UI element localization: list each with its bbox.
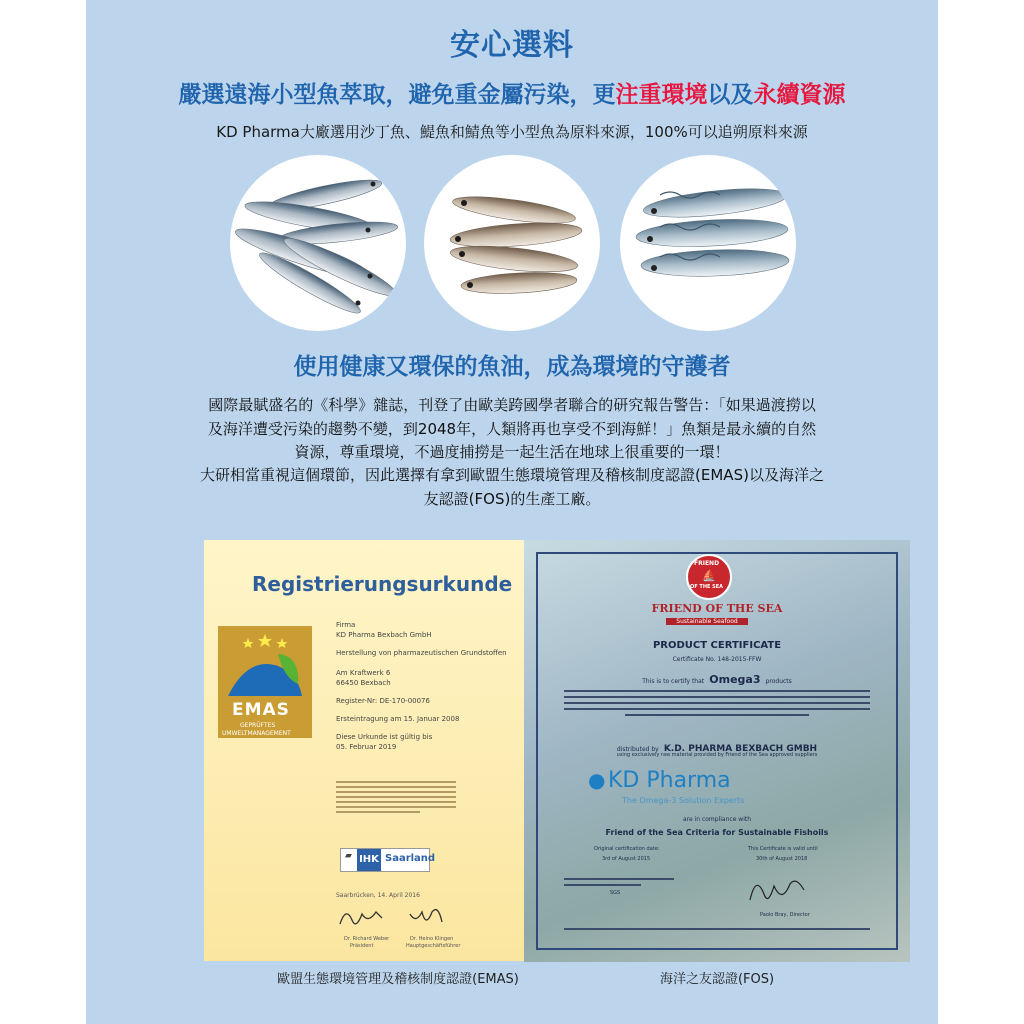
fos-distributor: K.D. PHARMA BEXBACH GMBH (663, 744, 818, 754)
emas-activity: Herstellung von pharmazeutischen Grundstoffen (336, 649, 507, 657)
section-title: 使用健康又環保的魚油，成為環境的守護者 (293, 354, 731, 380)
fos-auditor: SGS (610, 890, 621, 896)
fos-caption: 海洋之友認證(FOS) (659, 972, 775, 987)
paragraph-line: 國際最賦盛名的《科學》雜誌，刊登了由歐美跨國學者聯合的研究報告警告：「如果過渡撈以 (208, 396, 816, 414)
emas-caption: 歐盟生態環境管理及稽核制度認證(EMAS) (277, 972, 519, 987)
content-panel (86, 0, 938, 1024)
emas-address2: 66450 Bexbach (336, 679, 391, 687)
paragraph-line: 友認證(FOS)的生產工廠。 (423, 489, 601, 508)
emas-signer2-role: Hauptgeschäftsführer (406, 943, 461, 949)
emas-signer2-name: Dr. Heino Klingen (410, 936, 454, 942)
kd-pharma-drops-icon: ● (588, 768, 606, 792)
fos-certify: This is to certify that (642, 678, 705, 685)
fos-supply-note: using exclusively raw material provided by Friend of the Sea approved suppliers (616, 752, 818, 758)
fos-cert-no: Certificate No. 148-2015-FFW (672, 656, 762, 663)
emas-body-text (336, 778, 456, 816)
paragraph-line: 大研相當重視這個環節，因此選擇有拿到歐盟生態環境管理及稽核制度認證(EMAS)以及海洋之 (200, 466, 824, 484)
source-line: KD Pharma大廠選用沙丁魚、鯷魚和鯖魚等小型魚為原料來源，100%可以追朔原料來源 (216, 123, 808, 141)
subtitle-part2: 以及 (707, 82, 754, 108)
fos-distributed-label: distributed by (616, 746, 659, 753)
emas-signer1-role: Präsident (350, 943, 374, 949)
fos-audit-text (564, 874, 674, 890)
fos-seal-bottom: OF THE SEA (690, 584, 724, 590)
emas-signer1-name: Dr. Richard Weber (344, 936, 390, 942)
emas-first-entry: Ersteintragung am 15. Januar 2008 (336, 715, 460, 723)
fos-brand: KD Pharma (608, 768, 731, 793)
emas-register: Register-Nr: DE-170-00076 (336, 697, 430, 705)
fos-compliance: are in compliance with (682, 816, 752, 823)
emas-logo-sub1: GEPRÜFTES (240, 722, 276, 729)
emas-firma-label: Firma (336, 621, 356, 629)
fos-footer-line (564, 928, 870, 930)
anchovy-photo (424, 155, 600, 331)
emas-signatures (334, 902, 474, 936)
fos-orig-date-label: Original certification date: (594, 846, 660, 852)
emas-heading: Registrierungsurkunde (252, 572, 513, 596)
fos-criteria: Friend of the Sea Criteria for Sustainable Fishoils (605, 828, 829, 837)
page-title: 安心選料 (450, 28, 574, 63)
paragraph-line: 資源，尊重環境，不過度捕撈是一起生活在地球上很重要的一環！ (294, 443, 730, 461)
fos-brand-tag: The Omega-3 Solution Experts (622, 796, 745, 805)
fos-species-text (564, 686, 870, 720)
subtitle-highlight-sustainable: 永續資源 (753, 82, 846, 108)
paragraph-science (146, 394, 878, 465)
ihk-region: Saarland (385, 853, 436, 864)
fos-org: FRIEND OF THE SEA (651, 602, 783, 615)
emas-logo (218, 626, 312, 738)
fos-seal-icon (686, 554, 732, 600)
fos-seal-boat-icon: ⛵ (702, 569, 716, 582)
emas-valid-line2: 05. Februar 2019 (336, 743, 397, 751)
fos-orig-date: 3rd of August 2015 (602, 856, 651, 862)
emas-valid-line1: Diese Urkunde ist gültig bis (336, 733, 433, 741)
fos-valid-date: 30th of August 2018 (756, 856, 808, 862)
fos-seal-top: FRIEND (694, 560, 720, 567)
emas-place-date: Saarbrücken, 14. April 2016 (336, 892, 420, 899)
emas-logo-sub2: UMWELTMANAGEMENT (222, 730, 291, 737)
emas-firma: KD Pharma Bexbach GmbH (336, 631, 432, 639)
ihk-logo (340, 848, 436, 872)
emas-logo-text: EMAS (232, 700, 290, 720)
fos-product: Omega3 (709, 673, 761, 686)
fos-certificate (524, 540, 910, 962)
fos-valid-label: This Certificate is valid until (748, 846, 818, 852)
mackerel-photo (620, 155, 796, 331)
emas-address1: Am Kraftwerk 6 (336, 669, 391, 677)
paragraph-line: 及海洋遭受污染的趨勢不變，到2048年，人類將再也享受不到海鮮！」魚類是最永續的自然 (207, 419, 817, 438)
fos-title: PRODUCT CERTIFICATE (652, 640, 782, 651)
ihk-mark-icon: ▰ (345, 851, 352, 861)
subtitle (86, 76, 938, 109)
fos-org-sub: Sustainable Seafood (666, 618, 748, 625)
ihk-label: IHK (357, 849, 381, 871)
paragraph-certification (146, 464, 878, 511)
fos-products-word: products (765, 678, 792, 685)
subtitle-highlight-environment: 注重環境 (615, 82, 708, 108)
sardine-photo (230, 155, 406, 331)
fos-signatory: Paolo Bray, Director (760, 912, 810, 918)
fos-signature (744, 870, 814, 910)
subtitle-part1: 嚴選遠海小型魚萃取，避免重金屬污染，更 (178, 82, 616, 108)
